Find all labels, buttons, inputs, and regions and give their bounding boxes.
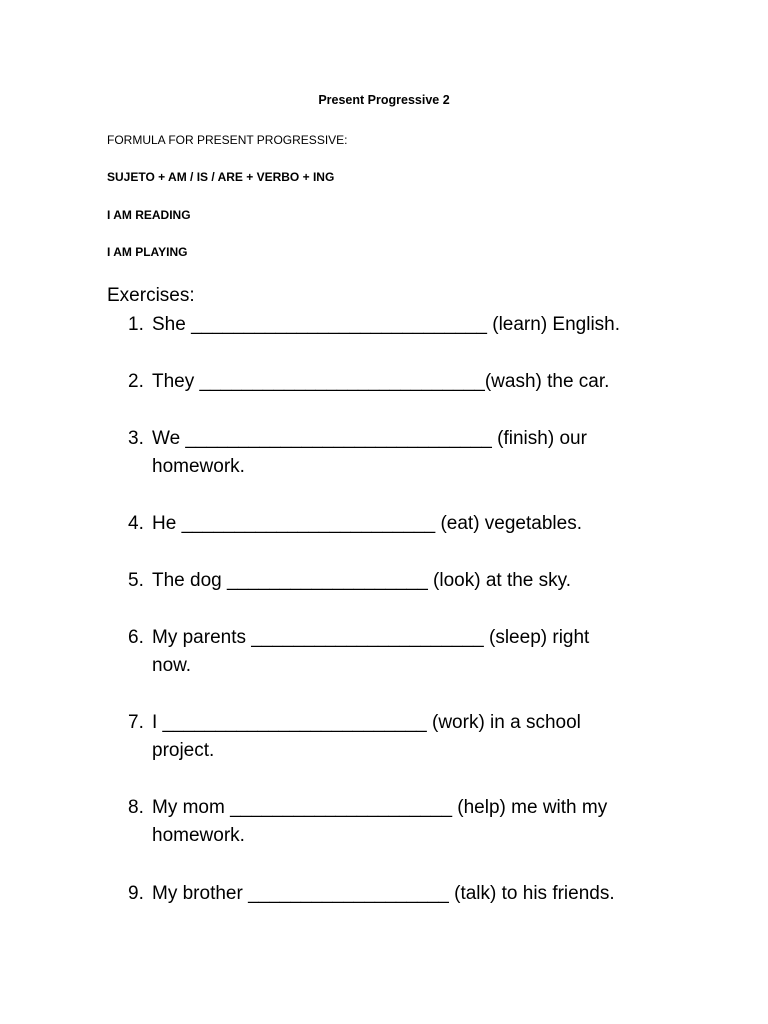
formula-heading: FORMULA FOR PRESENT PROGRESSIVE: [107,133,348,147]
exercise-text-continued: homework. [152,825,245,846]
exercise-number: 4. [128,513,144,534]
exercise-text-continued: homework. [152,456,245,477]
exercise-number: 6. [128,627,144,648]
exercise-text-continued: project. [152,740,215,761]
formula-text: SUJETO + AM / IS / ARE + VERBO + ING [107,170,335,184]
exercise-item [128,368,688,396]
exercise-item [128,709,688,765]
exercise-text: My brother ___________________ (talk) to his friends. [152,883,615,904]
exercise-number: 7. [128,712,144,733]
exercise-number: 2. [128,371,144,392]
exercise-item [128,311,688,339]
exercise-text: I _________________________ (work) in a school [152,712,581,733]
exercise-text: My parents ______________________ (sleep) right [152,627,590,648]
exercise-text-continued: now. [152,655,192,676]
exercise-text: We _____________________________ (finish) our [152,428,587,449]
page-title: Present Progressive 2 [318,93,450,107]
example-reading: I AM READING [107,208,191,222]
exercise-item [128,425,688,481]
exercise-item [128,567,688,595]
exercise-item [128,794,688,850]
exercise-number: 5. [128,570,144,591]
exercise-number: 9. [128,883,144,904]
exercise-item [128,880,688,908]
exercise-text: She ____________________________ (learn) English. [152,314,621,335]
example-playing: I AM PLAYING [107,245,188,259]
exercise-number: 3. [128,428,144,449]
exercise-text: He ________________________ (eat) vegetables. [152,513,582,534]
exercise-text: My mom _____________________ (help) me with my [152,797,608,818]
exercise-number: 1. [128,314,144,335]
exercise-number: 8. [128,797,144,818]
exercise-text: The dog ___________________ (look) at the sky. [152,570,572,591]
exercise-text: They ___________________________(wash) the car. [152,371,610,392]
exercise-item [128,624,688,680]
exercise-item [128,510,688,538]
exercises-heading: Exercises: [107,285,195,306]
